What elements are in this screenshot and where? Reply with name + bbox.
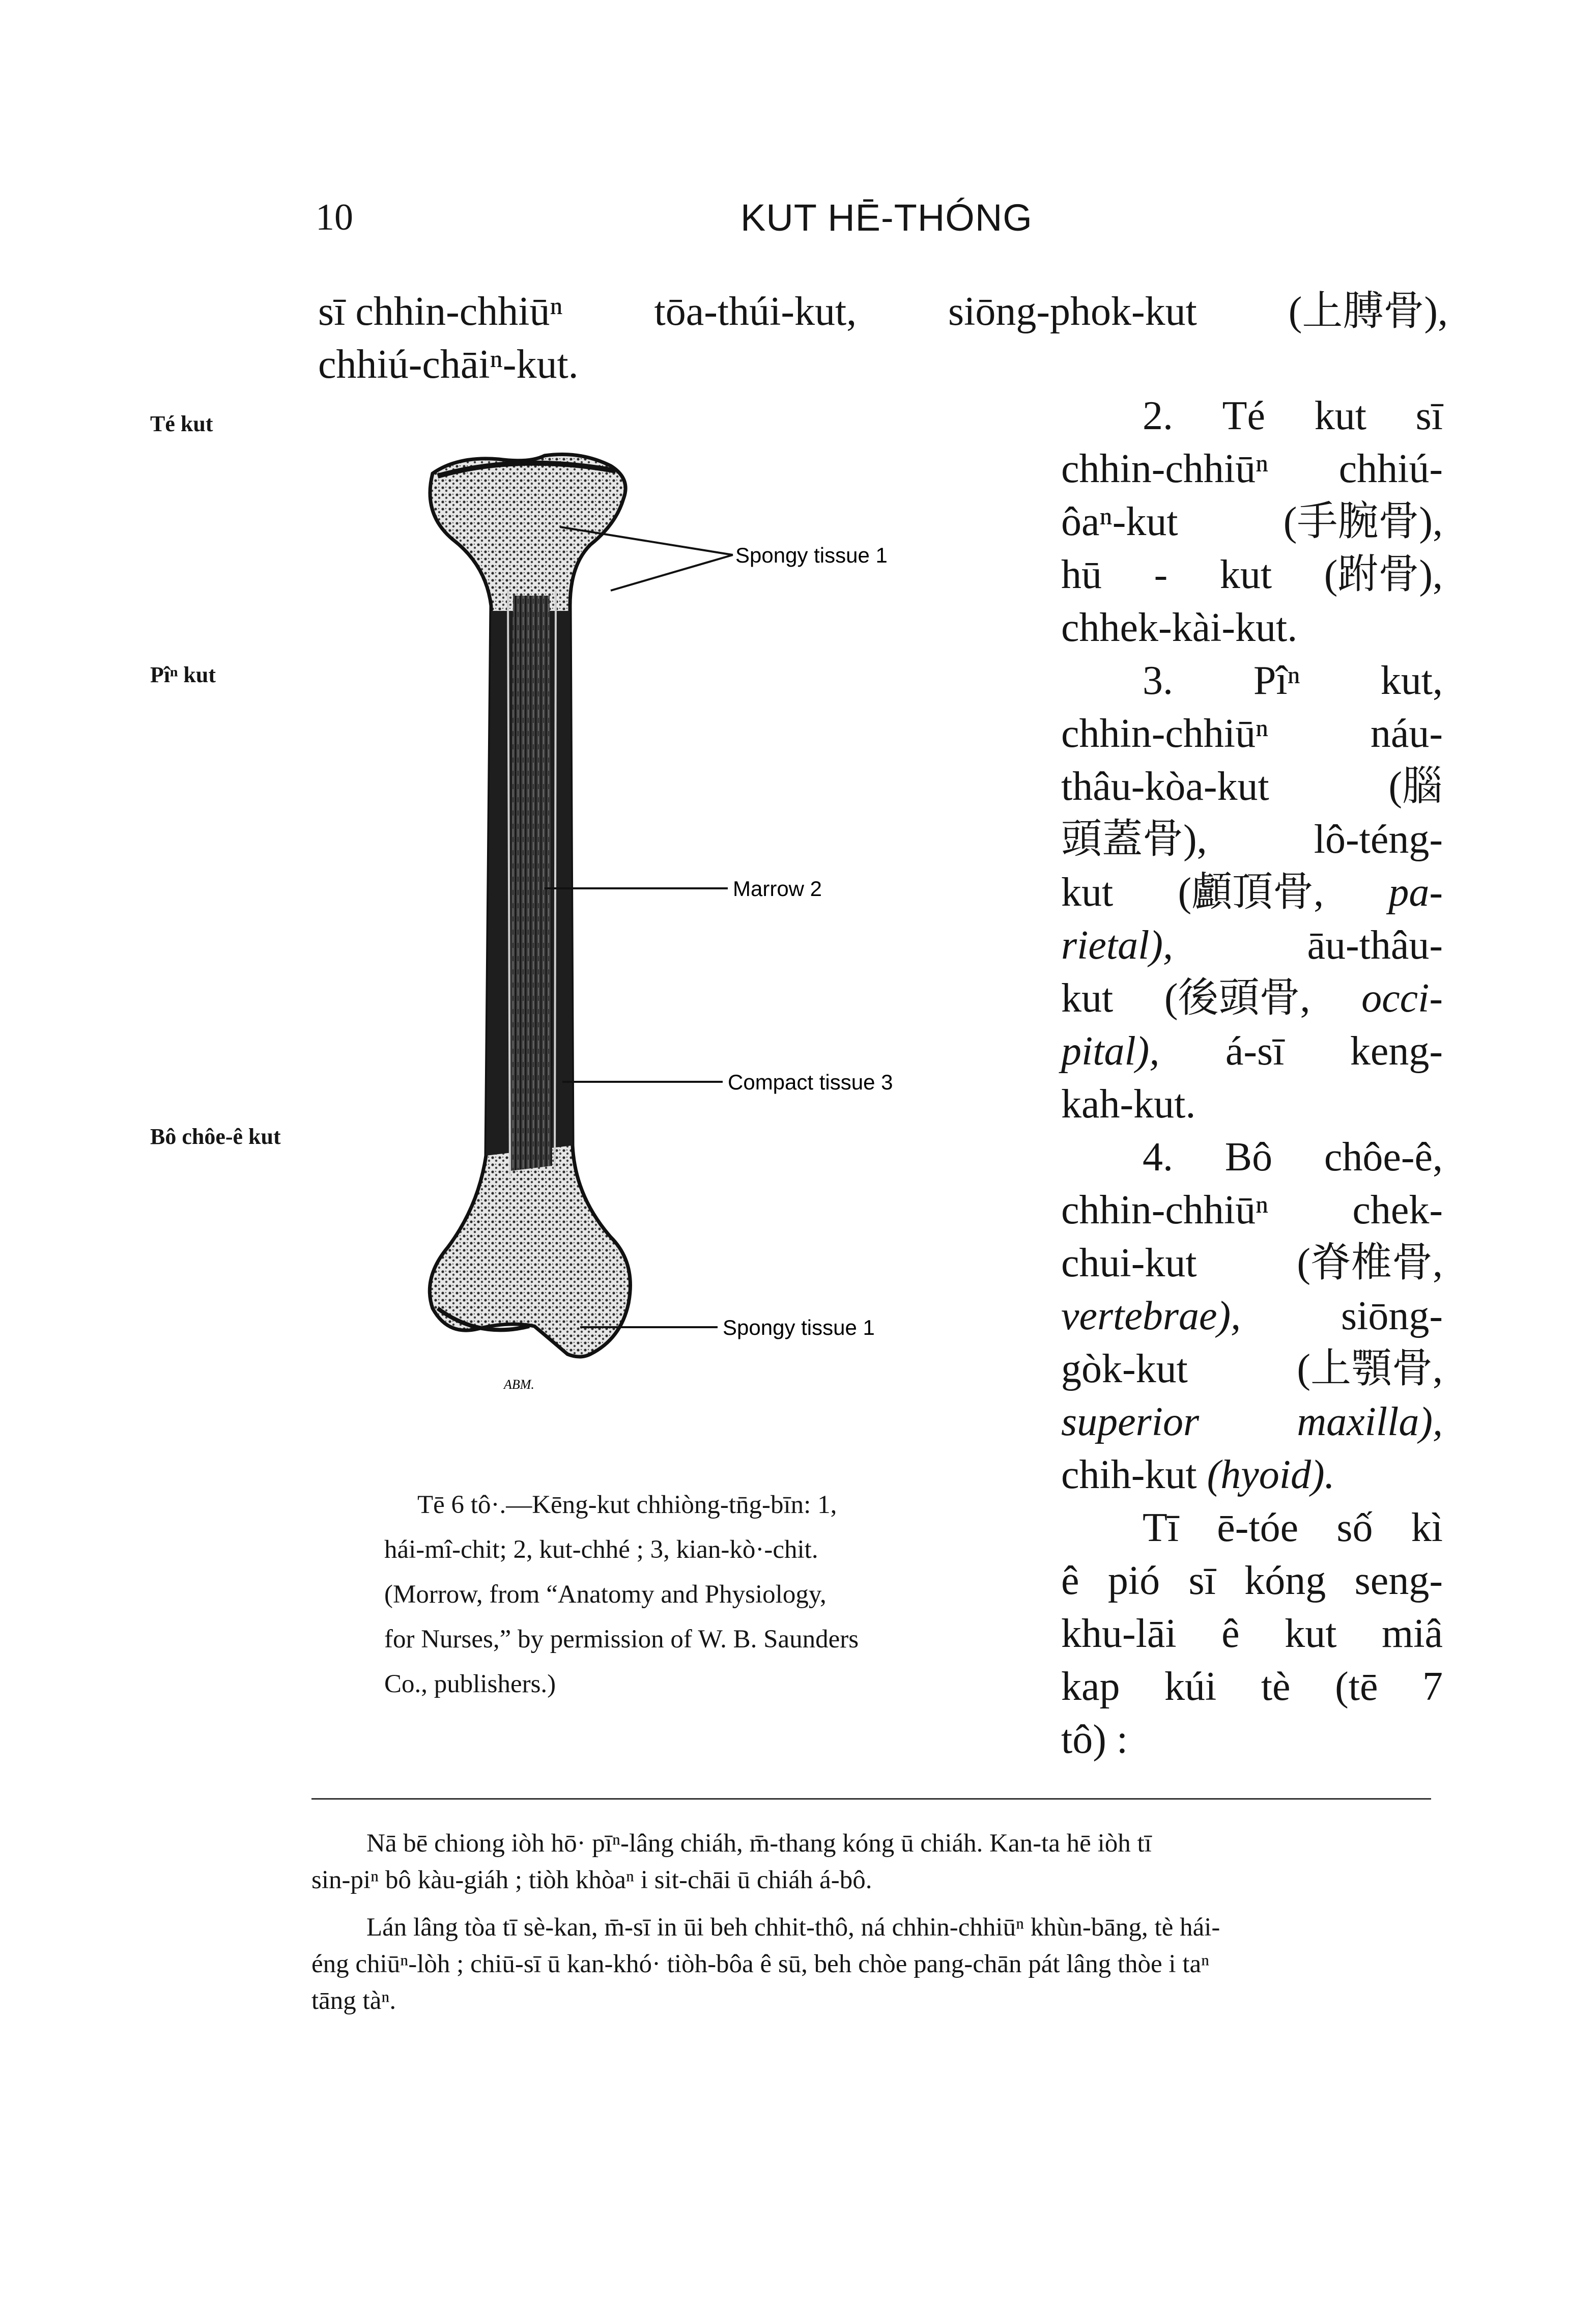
word: gòk-kut: [1061, 1347, 1188, 1391]
word: hū: [1061, 552, 1102, 597]
text-line: [1061, 548, 1443, 601]
word: Tī: [1143, 1505, 1179, 1550]
word: lô-téng-: [1314, 817, 1443, 862]
word: occi-: [1361, 976, 1443, 1021]
word: thâu-kòa-kut: [1061, 764, 1269, 809]
text-line: [1061, 1554, 1443, 1607]
bone-figure: [377, 443, 1099, 1431]
text-line: [1061, 813, 1443, 866]
word: pital),: [1061, 1029, 1160, 1074]
word: chui-kut: [1061, 1241, 1197, 1285]
word: á-sī: [1225, 1029, 1285, 1074]
label-compact: Compact tissue 3: [728, 1070, 893, 1094]
caption-line: Tē 6 tô·.—Kēng-kut chhiòng-tn̄g-bīn: 1,: [417, 1491, 837, 1519]
text-line: [1061, 1025, 1443, 1078]
footnote-line: Lán lâng tòa tī sè-kan, m̄-sī in ūi beh chhit-thô, ná chhin-chhiūⁿ khùn-bāng, tè hái-: [366, 1913, 1220, 1942]
text-line: [1061, 1290, 1443, 1342]
word: chih-kut: [1061, 1452, 1197, 1497]
word: ôaⁿ-kut: [1061, 499, 1178, 544]
text-line: [1061, 707, 1443, 760]
text-line: [1061, 1713, 1128, 1766]
word: chhin-chhiūⁿ: [1061, 711, 1269, 756]
word: 4.: [1143, 1135, 1173, 1180]
word: kúi: [1164, 1664, 1217, 1709]
word: kóng: [1244, 1558, 1326, 1603]
footnote-line: Nā bē chiong iòh hō· pīⁿ-lâng chiáh, m̄-thang kóng ū chiáh. Kan-ta hē iòh tī: [366, 1829, 1152, 1858]
word: kut: [1314, 394, 1366, 438]
word: seng-: [1354, 1558, 1443, 1603]
word: chhin-chhiūⁿ: [1061, 446, 1269, 491]
top-paragraph-line: chhiú-chāiⁿ-kut.: [318, 342, 579, 387]
word: siōng-: [1341, 1294, 1443, 1338]
word: Pîⁿ: [1253, 658, 1300, 703]
text-line: [1061, 601, 1297, 654]
text-line: [1061, 1131, 1443, 1184]
text-line: [1061, 1078, 1195, 1131]
word: chôe-ê,: [1324, 1135, 1443, 1180]
text-line: [1061, 1237, 1443, 1290]
word: khu-lāi: [1061, 1611, 1177, 1656]
text-line: [1061, 760, 1443, 813]
text-line: [1061, 919, 1443, 972]
word: Té: [1222, 394, 1266, 438]
word: 2.: [1143, 394, 1173, 438]
margin-note-pin-kut: Pîⁿ kut: [150, 662, 216, 687]
word: pa-: [1388, 870, 1443, 915]
word: chhin-chhiūⁿ: [1061, 1188, 1269, 1232]
text-line: [1061, 972, 1443, 1025]
text-line: [1061, 389, 1443, 442]
illustrator-signature: ABM.: [504, 1377, 534, 1392]
word: kut: [1285, 1611, 1337, 1656]
word: chhek-kài-kut.: [1061, 605, 1298, 650]
word: -: [1154, 552, 1168, 597]
text-line: [1061, 1501, 1443, 1554]
marrow-canal-shape: [510, 596, 552, 1171]
word: (後頭骨,: [1164, 976, 1310, 1021]
text-segment: siōng-phok-kut: [948, 289, 1197, 334]
word: (顱頂骨,: [1178, 870, 1324, 915]
word: chek-: [1352, 1188, 1443, 1232]
margin-note-te-kut: Té kut: [150, 411, 213, 436]
text-line: [1061, 495, 1443, 548]
word: :: [1116, 1717, 1128, 1762]
text-line: [1061, 654, 1443, 707]
footnote-line: tāng tàⁿ.: [311, 1986, 396, 2015]
word: (脊椎骨,: [1297, 1241, 1443, 1285]
word: rietal),: [1061, 923, 1173, 968]
word: vertebrae),: [1061, 1294, 1241, 1338]
footnote-line: éng chiūⁿ-lòh ; chiū-sī ū kan-khó· tiòh-bôa ê sū, beh chòe pang-chān pát lâng thòe i taⁿ: [311, 1950, 1210, 1978]
caption-line: (Morrow, from “Anatomy and Physiology,: [384, 1580, 826, 1609]
word: kap: [1061, 1664, 1120, 1709]
word: kut: [1061, 870, 1114, 915]
word: kah-kut.: [1061, 1082, 1196, 1127]
margin-note-bo-choe: Bô chôe-ê kut: [150, 1124, 281, 1149]
text-line: [1061, 1607, 1443, 1660]
word: (跗骨),: [1324, 552, 1443, 597]
word: pió: [1107, 1558, 1160, 1603]
text-segment: (上膊骨),: [1288, 289, 1448, 334]
word: (上顎骨,: [1297, 1347, 1443, 1391]
caption-line: Co., publishers.): [384, 1670, 556, 1698]
text-line: [1061, 1660, 1443, 1713]
word: sī: [1188, 1558, 1216, 1603]
word: kut,: [1380, 658, 1443, 703]
label-spongy-top: Spongy tissue 1: [735, 543, 888, 567]
word: (tē: [1335, 1664, 1378, 1709]
text-line: [1061, 442, 1443, 495]
caption-line: for Nurses,” by permission of W. B. Saunders: [384, 1625, 859, 1654]
text-segment: sī chhin-chhiūⁿ: [318, 289, 563, 334]
word: āu-thâu-: [1307, 923, 1443, 968]
word: số: [1336, 1505, 1373, 1550]
text-segment: tōa-thúi-kut,: [654, 289, 857, 334]
text-line: [1061, 1342, 1443, 1395]
word: 7: [1422, 1664, 1443, 1709]
word: ē-tóe: [1217, 1505, 1299, 1550]
word: sī: [1415, 394, 1443, 438]
word: kut: [1061, 976, 1114, 1021]
caption-line: hái-mî-chit; 2, kut-chhé ; 3, kian-kò·-chit.: [384, 1535, 818, 1564]
word: (hyoid).: [1207, 1452, 1335, 1497]
word: 頭蓋骨),: [1061, 817, 1207, 862]
footnote-line: sin-piⁿ bô kàu-giáh ; tiòh khòaⁿ i sit-chāi ū chiáh á-bô.: [311, 1866, 872, 1894]
word: tè: [1261, 1664, 1291, 1709]
word: ê: [1221, 1611, 1240, 1656]
text-line: [1061, 1184, 1443, 1237]
page-number: 10: [316, 197, 353, 238]
word: Bô: [1224, 1135, 1273, 1180]
word: keng-: [1350, 1029, 1443, 1074]
footnote-rule: [311, 1798, 1431, 1800]
word: superior: [1061, 1399, 1200, 1444]
running-title: KUT HĒ-THÓNG: [740, 197, 1033, 239]
word: miâ: [1382, 1611, 1443, 1656]
word: tô): [1061, 1717, 1106, 1762]
word: (手腕骨),: [1283, 499, 1443, 544]
word: chhiú-: [1338, 446, 1443, 491]
word: 3.: [1143, 658, 1173, 703]
word: (腦: [1388, 764, 1443, 809]
word: maxilla),: [1297, 1399, 1443, 1444]
text-line: [1061, 866, 1443, 919]
text-line: [1061, 1448, 1335, 1501]
word: ê: [1061, 1558, 1079, 1603]
text-line: [1061, 1395, 1443, 1448]
word: náu-: [1370, 711, 1443, 756]
word: kì: [1411, 1505, 1443, 1550]
label-marrow: Marrow 2: [733, 877, 822, 901]
top-paragraph-line: [318, 285, 1448, 338]
word: kut: [1219, 552, 1272, 597]
label-spongy-bottom: Spongy tissue 1: [723, 1315, 875, 1339]
leader-spongy-top-b: [611, 555, 733, 591]
